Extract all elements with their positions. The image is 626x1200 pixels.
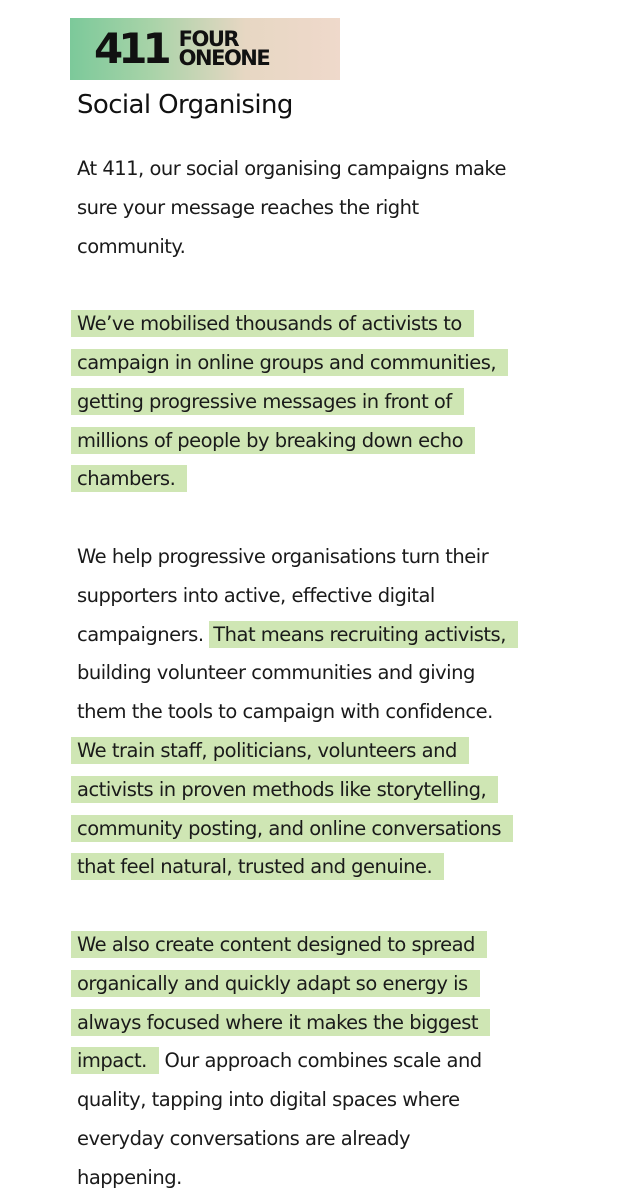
text-segment: Our approach combines scale and (164, 1049, 482, 1073)
text-segment: community. (77, 234, 186, 258)
article-body (77, 150, 612, 1198)
text-line (77, 654, 612, 693)
paragraph-gap (77, 887, 612, 926)
text-line (77, 926, 612, 965)
paragraph-gap (77, 499, 612, 538)
paragraph-gap (77, 266, 612, 305)
text-segment: quality, tapping into digital spaces where (77, 1088, 460, 1112)
text-segment: supporters into active, effective digital (77, 583, 435, 607)
highlighted-text: that feel natural, trusted and genuine. (71, 853, 444, 880)
highlighted-text: That means recruiting activists, (209, 621, 518, 648)
text-segment: building volunteer communities and giving (77, 661, 475, 685)
highlighted-text: impact. (71, 1047, 159, 1074)
paragraph-intro (77, 150, 612, 266)
highlighted-text: activists in proven methods like storytelling, (71, 776, 498, 803)
text-line (77, 1004, 612, 1043)
text-segment: campaigners. (77, 622, 204, 646)
text-line (77, 228, 612, 267)
highlighted-text: We train staff, politicians, volunteers and (71, 737, 469, 764)
highlighted-text: We also create content designed to spread (71, 931, 487, 958)
text-line (77, 1081, 612, 1120)
paragraph-help (77, 538, 612, 887)
text-segment: them the tools to campaign with confidence. (77, 700, 493, 724)
logo-number: 411 (94, 24, 167, 73)
text-line (77, 616, 612, 655)
four-one-one-logo (70, 18, 340, 80)
text-line (77, 538, 612, 577)
logo-line-four: FOUR (178, 26, 239, 51)
text-segment: everyday conversations are already (77, 1126, 411, 1150)
highlighted-text: chambers. (71, 465, 187, 492)
text-line (77, 150, 612, 189)
highlighted-text: getting progressive messages in front of (71, 388, 464, 415)
text-line (77, 344, 612, 383)
text-line (77, 732, 612, 771)
paragraph-mobilised (77, 305, 612, 499)
highlighted-text: millions of people by breaking down echo (71, 427, 475, 454)
paragraph-content (77, 926, 612, 1198)
text-line (77, 810, 612, 849)
text-line (77, 848, 612, 887)
text-segment: We help progressive organisations turn their (77, 544, 489, 568)
text-line (77, 305, 612, 344)
text-line (77, 693, 612, 732)
highlighted-text: campaign in online groups and communities, (71, 349, 508, 376)
text-line (77, 1120, 612, 1159)
highlighted-text: organically and quickly adapt so energy is (71, 970, 480, 997)
logo-line-oneone: ONEONE (178, 46, 270, 70)
text-line (77, 771, 612, 810)
text-line (77, 577, 612, 616)
text-line (77, 383, 612, 422)
highlighted-text: always focused where it makes the biggest (71, 1009, 490, 1036)
text-line (77, 422, 612, 461)
highlighted-text: community posting, and online conversations (71, 815, 513, 842)
text-line (77, 189, 612, 228)
text-segment: sure your message reaches the right (77, 195, 419, 219)
highlighted-text: We’ve mobilised thousands of activists to (71, 310, 474, 337)
text-line (77, 965, 612, 1004)
text-segment: At 411, our social organising campaigns make (77, 157, 507, 180)
text-line (77, 1042, 612, 1081)
logo-wordmark (178, 26, 270, 70)
text-line (77, 1159, 612, 1198)
page-title: Social Organising (77, 90, 293, 120)
text-segment: happening. (77, 1165, 182, 1189)
text-line (77, 460, 612, 499)
